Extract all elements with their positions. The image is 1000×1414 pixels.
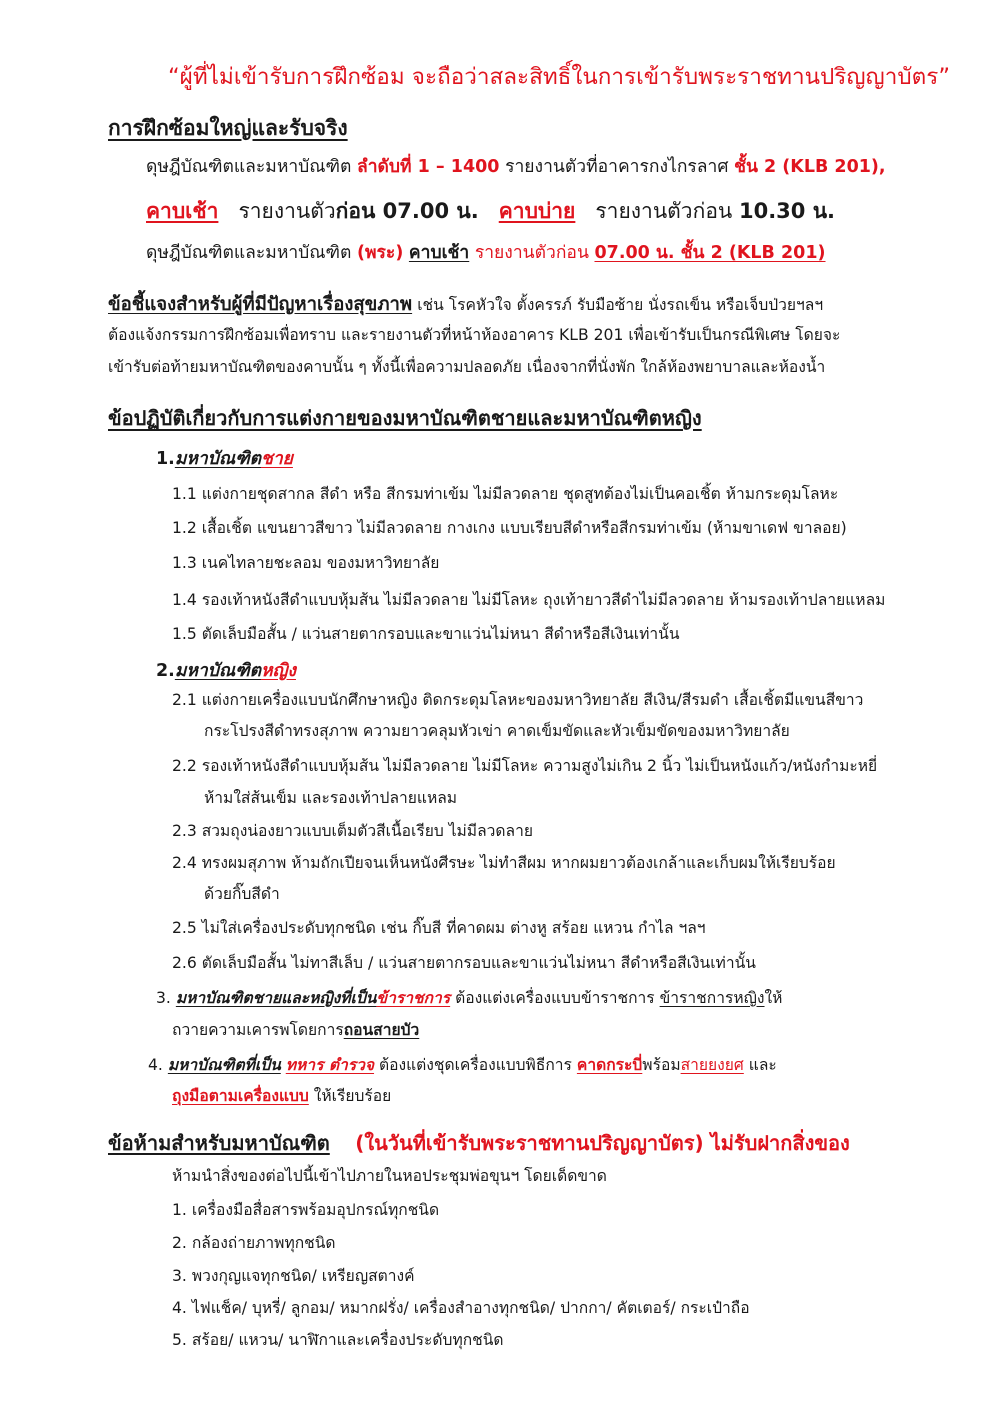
mil-line-2 — [172, 1083, 391, 1108]
rehearsal-line-3-a: ดุษฎีบัณฑิตและมหาบัณฑิต — [146, 243, 352, 263]
rehearsal-line-2-c: ก่อน 07.00 น. — [335, 199, 479, 223]
prohibited-item-3: 3. พวงกุญแจทุกชนิด/ เหรียญสตางค์ — [172, 1267, 415, 1285]
male-item-5: 1.5 ตัดเล็บมือสั้น / แว่นสายตากรอบและขาแว่นไม่หนา สีดำหรือสีเงินเท่านั้น — [172, 625, 680, 643]
prohibited-item-1: 1. เครื่องมือสื่อสารพร้อมอุปกรณ์ทุกชนิด — [172, 1201, 440, 1219]
rehearsal-line-2-f: 10.30 น. — [738, 199, 836, 223]
mil-label: มหาบัณฑิตที่เป็น — [167, 1056, 281, 1074]
monk-label: (พระ) — [357, 243, 404, 263]
female-item-3: 2.3 สวมถุงน่องยาวแบบเต็มตัวสีเนื้อเรียบ ไม่มีลวดลาย — [172, 822, 533, 840]
female-item-2-cont: ห้ามใส่ส้นเข็ม และรองเท้าปลายแหลม — [204, 789, 458, 807]
rehearsal-line-2 — [146, 195, 835, 228]
prohibited-item-2: 2. กล้องถ่ายภาพทุกชนิด — [172, 1234, 336, 1252]
mil-text-2: พร้อม — [642, 1056, 681, 1074]
rehearsal-line-1-d: ชั้น 2 (KLB 201), — [734, 157, 886, 177]
rehearsal-line-1-a: ดุษฎีบัณฑิตและมหาบัณฑิต — [146, 157, 352, 177]
mil-line-1 — [148, 1052, 777, 1077]
rehearsal-line-1-b: ลำดับที่ 1 – 1400 — [357, 157, 500, 177]
rehearsal-line-1-c: รายงานตัวที่อาคารกงไกรลาศ — [505, 157, 729, 177]
prohibited-heading-line — [108, 1127, 850, 1159]
rehearsal-line-1 — [146, 152, 886, 180]
female-item-4: 2.4 ทรงผมสุภาพ ห้ามถักเปียจนเห็นหนังศีรษะ ไม่ทำสีผม หากผมยาวต้องเกล้าและเก็บผมให้เรียบร้อย — [172, 854, 836, 872]
health-heading: ข้อชี้แจงสำหรับผู้ที่มีปัญหาเรื่องสุขภาพ — [108, 294, 413, 315]
gov-line-2 — [172, 1017, 419, 1042]
female-word: หญิง — [260, 661, 296, 681]
female-item-4-cont: ด้วยกิ๊บสีดำ — [204, 885, 280, 903]
female-heading — [156, 656, 296, 684]
afternoon-session: คาบบ่าย — [498, 199, 576, 223]
prohibited-intro: ห้ามนำสิ่งของต่อไปนี้เข้าไปภายในหอประชุมพ่อขุนฯ โดยเด็ดขาด — [172, 1167, 607, 1185]
gov-line-2-a: ถวายความเคารพโดยการ — [172, 1021, 344, 1039]
gov-text: ต้องแต่งเครื่องแบบข้าราชการ — [450, 989, 660, 1007]
male-word: ชาย — [260, 449, 293, 469]
prohibited-item-4: 4. ไฟแช็ค/ บุหรี่/ ลูกอม/ หมากฝรั่ง/ เครื่องสำอางทุกชนิด/ ปากกา/ คัตเตอร์/ กระเป๋าถือ — [172, 1299, 750, 1317]
page-title: “ผู้ที่ไม่เข้ารับการฝึกซ้อม จะถือว่าสละสิทธิ์ในการเข้ารับพระราชทานปริญญาบัตร” — [168, 64, 950, 90]
female-item-1: 2.1 แต่งกายเครื่องแบบนักศึกษาหญิง ติดกระดุมโลหะของมหาวิทยาลัย สีเงิน/สีรมดำ เสื้อเชิ้ตมีแขนสีขาว — [172, 691, 864, 709]
gov-text-2: ให้ — [764, 989, 783, 1007]
gov-word: ข้าราชการ — [376, 989, 451, 1007]
gov-line-2-b: ถอนสายบัว — [343, 1021, 420, 1039]
mil-text-3: และ — [743, 1056, 777, 1074]
female-item-6: 2.6 ตัดเล็บมือสั้น ไม่ทาสีเล็บ / แว่นสายตากรอบและขาแว่นไม่หนา สีดำหรือสีเงินเท่านั้น — [172, 954, 756, 972]
male-item-1: 1.1 แต่งกายชุดสากล สีดำ หรือ สีกรมท่าเข้ม ไม่มีลวดลาย ชุดสูทต้องไม่เป็นคอเชิ้ต ห้ามกระดุมโลหะ — [172, 485, 839, 503]
female-item-5: 2.5 ไม่ใส่เครื่องประดับทุกชนิด เช่น กิ๊บสี ที่คาดผม ต่างหู สร้อย แหวน กำไล ฯลฯ — [172, 919, 706, 937]
mil-word-2: คาดกระบี่ — [576, 1056, 643, 1074]
mil-line-2-b: ให้เรียบร้อย — [308, 1087, 392, 1105]
gov-num: 3. — [156, 989, 171, 1007]
prohibited-heading-red: (ในวันที่เข้ารับพระราชทานปริญญาบัตร) ไม่รับฝากสิ่งของ — [355, 1131, 850, 1155]
health-line-2: ต้องแจ้งกรรมการฝึกซ้อมเพื่อทราบ และรายงานตัวที่หน้าห้องอาคาร KLB 201 เพื่อเข้ารับเป็นกรณีพิเศษ โดยจะ — [108, 326, 841, 344]
mil-num: 4. — [148, 1056, 163, 1074]
male-item-2: 1.2 เสื้อเชิ้ต แขนยาวสีขาว ไม่มีลวดลาย กางเกง แบบเรียบสีดำหรือสีกรมท่าเข้ม (ห้ามขาเดฟ ขาลอย) — [172, 519, 847, 537]
rehearsal-line-3 — [146, 238, 826, 266]
female-label: มหาบัณฑิต — [174, 661, 261, 681]
mil-word: ทหาร ตำรวจ — [285, 1056, 375, 1074]
health-line-1-text: เช่น โรคหัวใจ ตั้งครรภ์ รับมือซ้าย นั่งรถเข็น หรือเจ็บป่วยฯลฯ — [417, 296, 824, 314]
prohibited-heading: ข้อห้ามสำหรับมหาบัณฑิต — [108, 1131, 330, 1155]
mil-word-3: สายยงยศ — [680, 1056, 744, 1074]
dress-heading: ข้อปฏิบัติเกี่ยวกับการแต่งกายของมหาบัณฑิตชายและมหาบัณฑิตหญิง — [108, 406, 702, 430]
male-label: มหาบัณฑิต — [174, 449, 261, 469]
rehearsal-line-3-c: คาบเช้า — [408, 243, 470, 263]
gov-word-2: ข้าราชการหญิง — [659, 989, 765, 1007]
rehearsal-line-2-e: รายงานตัวก่อน — [595, 199, 733, 223]
female-num: 2. — [156, 661, 175, 681]
health-line-1 — [108, 290, 823, 319]
gov-label: มหาบัณฑิตชายและหญิงที่เป็น — [175, 989, 377, 1007]
male-num: 1. — [156, 449, 175, 469]
prohibited-item-5: 5. สร้อย/ แหวน/ นาฬิกาและเครื่องประดับทุกชนิด — [172, 1331, 504, 1349]
mil-text: ต้องแต่งชุดเครื่องแบบพิธีการ — [374, 1056, 577, 1074]
female-item-1-cont: กระโปรงสีดำทรงสุภาพ ความยาวคลุมหัวเข่า คาดเข็มขัดและหัวเข็มขัดของมหาวิทยาลัย — [204, 722, 790, 740]
rehearsal-line-3-e: 07.00 น. ชั้น 2 (KLB 201) — [594, 243, 826, 263]
morning-session: คาบเช้า — [146, 199, 219, 223]
rehearsal-line-3-d: รายงานตัวก่อน — [474, 243, 589, 263]
female-item-2: 2.2 รองเท้าหนังสีดำแบบหุ้มส้น ไม่มีลวดลาย ไม่มีโลหะ ความสูงไม่เกิน 2 นิ้ว ไม่เป็นหนังแก้ว/หนังกำมะหยี่ — [172, 757, 878, 775]
gov-line-1 — [156, 985, 782, 1010]
rehearsal-heading: การฝึกซ้อมใหญ่และรับจริง — [108, 116, 348, 140]
male-heading — [156, 444, 293, 472]
male-item-3: 1.3 เนคไทลายชะลอม ของมหาวิทยาลัย — [172, 554, 440, 572]
mil-line-2-a: ถุงมือตามเครื่องแบบ — [172, 1087, 309, 1105]
health-line-3: เข้ารับต่อท้ายมหาบัณฑิตของคาบนั้น ๆ ทั้งนี้เพื่อความปลอดภัย เนื่องจากที่นั่งพัก ใกล้ห้องพยาบาลและห้องน้ำ — [108, 358, 826, 376]
male-item-4: 1.4 รองเท้าหนังสีดำแบบหุ้มส้น ไม่มีลวดลาย ไม่มีโลหะ ถุงเท้ายาวสีดำไม่มีลวดลาย ห้ามรองเท้าปลายแหลม — [172, 591, 886, 609]
rehearsal-line-2-b: รายงานตัว — [238, 199, 336, 223]
